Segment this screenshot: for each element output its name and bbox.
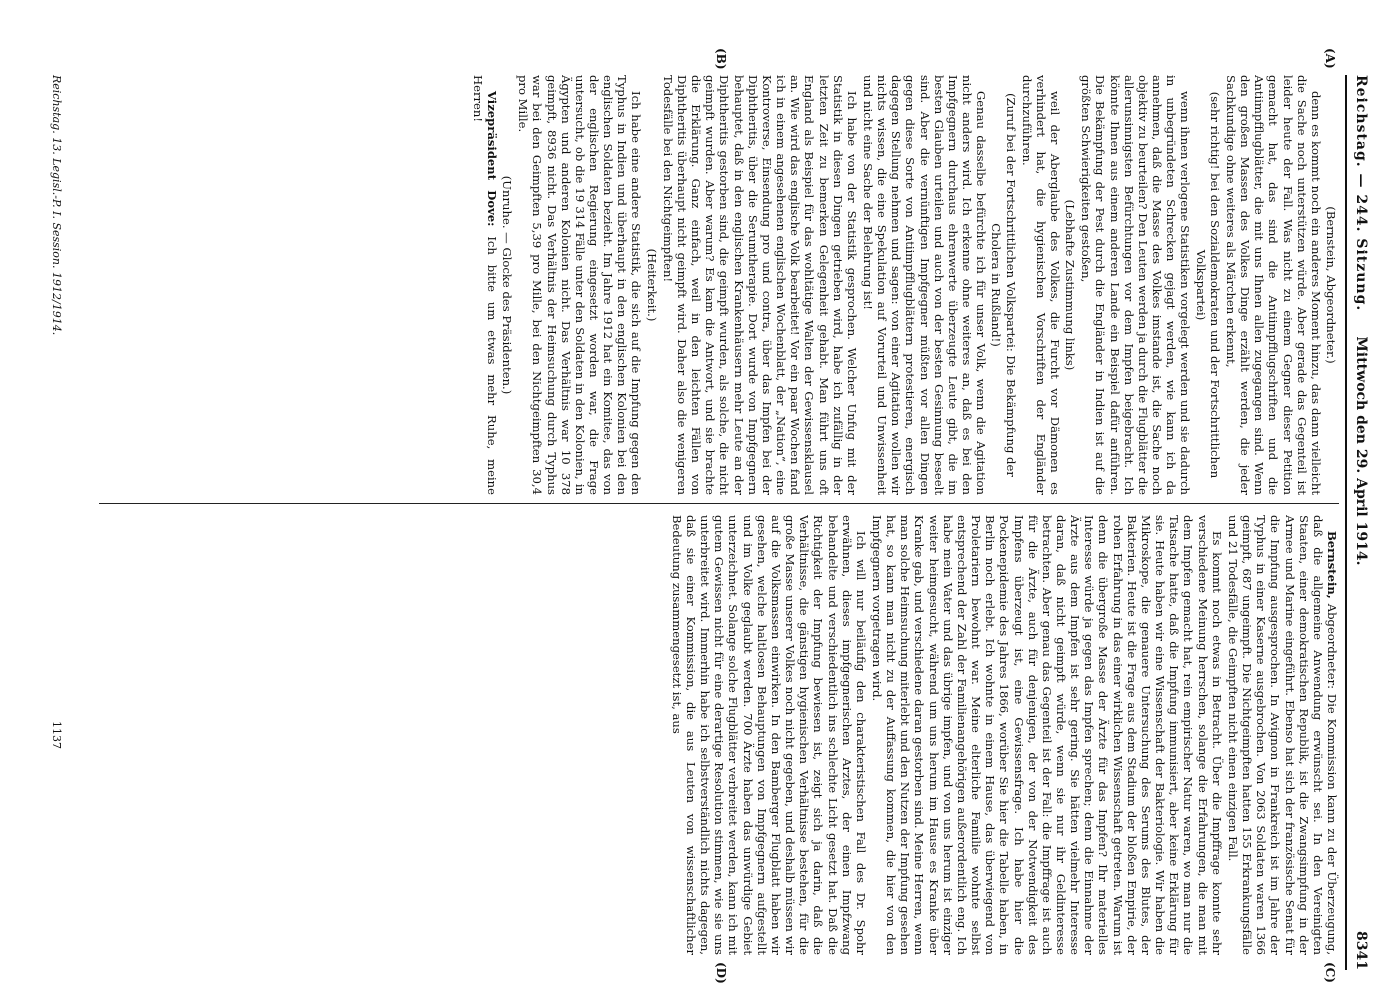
interjection (989, 75, 1017, 495)
margin-mark-d: (D) (714, 962, 728, 984)
paragraph-text: wenn ihnen verlogene Statistiken vorgelegt werden und sie dadurch in unbegründeten Schrecken gejagt werden, wie kann ich da annehmen, daß die Masse des Volkes imstande ist, die Sache noch objektiv zu beurteilen? Den Leuten werden ja durch die Flugblätter die allerunsinnigsten Befürchtungen vor dem Impfen beigebracht. Ich könnte Ihnen aus einem anderen Lande ein Beispiel dafür anführen. Die Bekämpfung der Pest durch die Engländer in Indien ist auf die größten Schwierigkeiten gestoßen, (1079, 75, 1193, 495)
paragraph-text: denn es kommt noch ein anderes Moment hinzu, das dann vielleicht die Sache noch unterstützen würde. Aber gerade das Gegenteil ist leider heute der Fall. Was nicht zu einem Gegner dieser Petition gemacht hat, das sind die Antiimpfflugschriften und die Antiimpfflugblätter, die mit uns Ihnen allen zugegangen sind. Wenn den großen Massen des Volkes Dinge erzählt werden, die jeder Sachkundige ohne weiteres als Märchen erkennt, (1223, 75, 1323, 495)
column-divider (99, 503, 1339, 504)
paragraph (861, 75, 988, 495)
header-left: Reichstag. — 244. Sitzung. (1353, 75, 1369, 312)
paragraph (1224, 75, 1323, 495)
paragraph (670, 515, 868, 955)
paragraph-text: (Heiterkeit.) (644, 248, 659, 322)
page-number: 8341 (1353, 931, 1369, 970)
interjection (1324, 75, 1338, 495)
interjection (500, 75, 514, 495)
paragraph-text: Ich habe eine andere Statistik, die sich auf die Impfung gegen den Typhus in Indien und überhaupt in den englischen Kolonien bei den englischen Soldaten bezieht. Im Jahre 1912 hat ein Komitee, das von der englischen Regierung eingesetzt worden war, die Frage untersucht, ob die 19 314 Fälle unter den Soldaten in den Kolonien, in Ägypten und anderen Kolonien nicht. Das Verhältnis war 10 378 geimpft, 8936 nicht. Das Verhältnis der Heimsuchung durch Typhus war bei den Geimpften 5,39 pro Mille, bei den Nichtgeimpften 30,4 pro Mille. (516, 75, 644, 495)
margin-mark-b: (B) (714, 48, 728, 70)
paragraph (471, 75, 499, 495)
interjection (645, 75, 659, 495)
paragraph (1226, 515, 1339, 955)
paragraph (661, 75, 859, 495)
paragraph (1079, 75, 1192, 495)
paragraph-text: (Zuruf bei der Fortschrittlichen Volkspartei: Die Bekämpfung der Cholera in Rußland!) (989, 93, 1018, 477)
paragraph (1020, 75, 1062, 495)
paragraph-text: (Bernstein, Abgeordneter.) (1324, 206, 1338, 364)
interjection (1193, 75, 1221, 495)
speaker-name: Bernstein, (1325, 531, 1339, 599)
paragraph-text: Abgeordneter: Die Kommission kann zu der Überzeugung, daß die allgemeine Anwendung erwünscht sei. In den Vereinigten Staaten, einer demokratischen Republik, ist die Zwangsimpfung in der Armee und Marine eingeführt. Ebenso hat sich der französische Senat für die Impfung ausgesprochen. In Avignon in Frankreich ist im Jahre der Typhus in einer Kaserne ausgebrochen. Von 2063 Soldaten waren 1366 geimpft, 687 ungeimpft. Die Nichtgeimpften hatten 155 Erkrankungsfälle und 21 Todesfälle, die Geimpften nicht einen einzigen Fall. (1225, 515, 1339, 955)
paragraph-text: (Unruhe. — Glocke des Präsidenten.) (500, 175, 515, 395)
paragraph-text: (sehr richtig! bei den Sozialdemokraten und der Fortschrittlichen Volkspartei) (1193, 91, 1222, 479)
speaker-name: Vizepräsident Dove: (484, 91, 499, 227)
header-rule (1345, 75, 1347, 970)
margin-mark-a: (A) (1323, 48, 1337, 69)
page-header (1347, 75, 1373, 970)
paragraph-text: Es kommt noch etwas in Betracht. Über die Impffrage konnte sehr verschiedene Meinung herrschen, solange die Erfahrungen, die man mit dem Impfen gemacht hat, rein empirischer Natur waren, wo man nur die Tatsache hatte, daß die Impfung immunisiert, aber keine Erklärung für sie. Heute haben wir eine Wissenschaft der Bakteriologie. Wir haben die Mikroskope, die genauere Untersuchung des Serums des Blutes, der Bakterien. Heute ist die Frage aus dem Stadium der bloßen Empirie, der rohen Erfahrung in das einer wirklichen Wissenschaft getreten. Warum ist denn die übergroße Masse der Ärzte für das Impfen? Ihr materielles Interesse würde ja gegen das Impfen sprechen; denn die Einnahme der Ärzte aus dem Impfen ist sehr gering. Sie hätten vielmehr Interesse daran, daß nicht geimpft würde, wenn sie nur ihr Geldinteresse betrachten. Aber genau das Gegenteil ist der Fall: die Impffrage ist auch für die Ärzte, auch für denjenigen, der von der Notwendigkeit des Impfens überzeugt ist, eine Gewissensfrage. Ich habe hier die Pockenepidemie des Jahres 1866, worüber Sie hier die Tabelle haben, in Berlin noch erlebt. Ich wohnte in einem Hause, das überwiegend von Proletariern bewohnt war. Meine elterliche Familie wohnte selbst entsprechend der Zahl der Familienangehörigen außerordentlich eng. Ich habe mein Vater und das übrige impfen, und von uns herum ist einziger weiter heimgesucht, während um uns herum im Hause es Kranke über Kranke gab, und verschiedene daran gestorben sind. Meine Herren, wenn man solche Heimsuchung miterlebt und den Nutzen der Impfung gesehen hat, so kann man nicht zu der Auffassung kommen, die hier von den Impfgegnern vorgetragen wird. (870, 515, 1224, 955)
paragraph-text: Ich will nur beiläufig den charakteristischen Fall des Dr. Spohr erwähnen, dieses impfgegnerischen Arztes, der einen Impfzwang behandelte und verschiedentlich ins schlechte Licht gesetzt hat. Daß die Richtigkeit der Impfung bewiesen ist, zeigt sich ja darin, daß die Verhältnisse, die gänstigen hygienischen Verhältnisse bestehen, für die große Masse unserer Volkes noch nicht gegeben, und deshalb müssen wir auf die Volksmassen einwirken. In den Bamberger Flugblatt haben wir gesehen, welche haltlosen Behauptungen von Impfgegnern aufgestellt und im Volke geglaubt werden. 700 Ärzte haben das unwürdige Gebiet unterzeichnet. Solange solche Flugblätter verbreitet werden, kann ich mit gutem Gewissen nicht für eine derartige Resolution stimmen, wie sie uns unterbreitet wird. Immerhin habe ich selbstverständlich nichts dagegen, daß sie einer Kommission, die aus Leuten von wissenschaftlicher Bedeutung zusammengesetzt ist, aus (669, 515, 868, 955)
paragraph (516, 75, 643, 495)
paragraph-text: (Lebhafte Zustimmung links) (1063, 199, 1078, 371)
paragraph-text: Ich bitte um etwas mehr Ruhe, meine Herren! (470, 75, 499, 495)
footer-page-number: 1137 (50, 721, 63, 749)
header-date: Mittwoch den 29. April 1914. (1353, 336, 1369, 566)
paragraph-text: Ich habe von der Statistik gesprochen. Welcher Unfug mit der Statistik in diesen Dingen getrieben wird, habe ich zufällig in der letzten Zeit zu bemerken Gelegenheit gehabt. Man führt uns oft England als Beispiel für das wohltätige Walten der Gewissensklausel an. Wie wird das englische Volk bearbeitet! Vor ein paar Wochen fand ich in einem angesehenen englischen Wochenblatt, der „Nation“, eine Kontroverse, Einsendung pro und contra, über das Impfen bei der Diphtheritis, über die Serumtherapie. Dort wurde von Impfgegnern behauptet, daß in den englischen Krankenhäusern mehr Leute an der Diphtheritis gestorben sind, die geimpft wurden, als solche, die nicht geimpft wurden. Aber warum? Es kam die Antwort, und sie brachte die Erklärung. Ganz einfach, weil in den leichten Fällen von Diphtheritis überhaupt nicht geimpft wird. Daher also die wenigeren Todesfälle bei den Nichtgeimpften! (660, 75, 859, 495)
right-column (49, 515, 1339, 955)
left-column (49, 75, 1339, 495)
paragraph (870, 515, 1224, 955)
margin-mark-c: (C) (1323, 962, 1337, 983)
paragraph-text: weil der Aberglaube des Volkes, die Furcht vor Dämonen es verhindert hat, die hygienischen Vorschriften der Engländer durchzuführen. (1019, 75, 1063, 495)
footer-left: Reichstag. 13. Legisl.-P. I. Session. 1912/1914. (50, 75, 63, 336)
paragraph-text: Genau dasselbe befürchte ich für unser Volk, wenn die Agitation nicht anders wird. Ich erkenne ohne weiteres an, daß es bei den Impfgegnern durchaus ehrenwerte überzeugte Leute gibt, die im besten Glauben urteilen und auch von der besten Gesinnung beseelt sind. Aber die vernünftigen Impfgegner müßten vor allen Dingen gegen diese Sorte von Antiimpfflugblättern protestieren, energisch dagegen Stellung nehmen und sagen: von einer Agitation wollen wir nichts wissen, die eine Spekulation auf Vorurteil und Unwissenheit und nicht eine Sache der Belehrung ist! (861, 75, 989, 495)
interjection (1063, 75, 1077, 495)
header-right (1353, 336, 1369, 970)
